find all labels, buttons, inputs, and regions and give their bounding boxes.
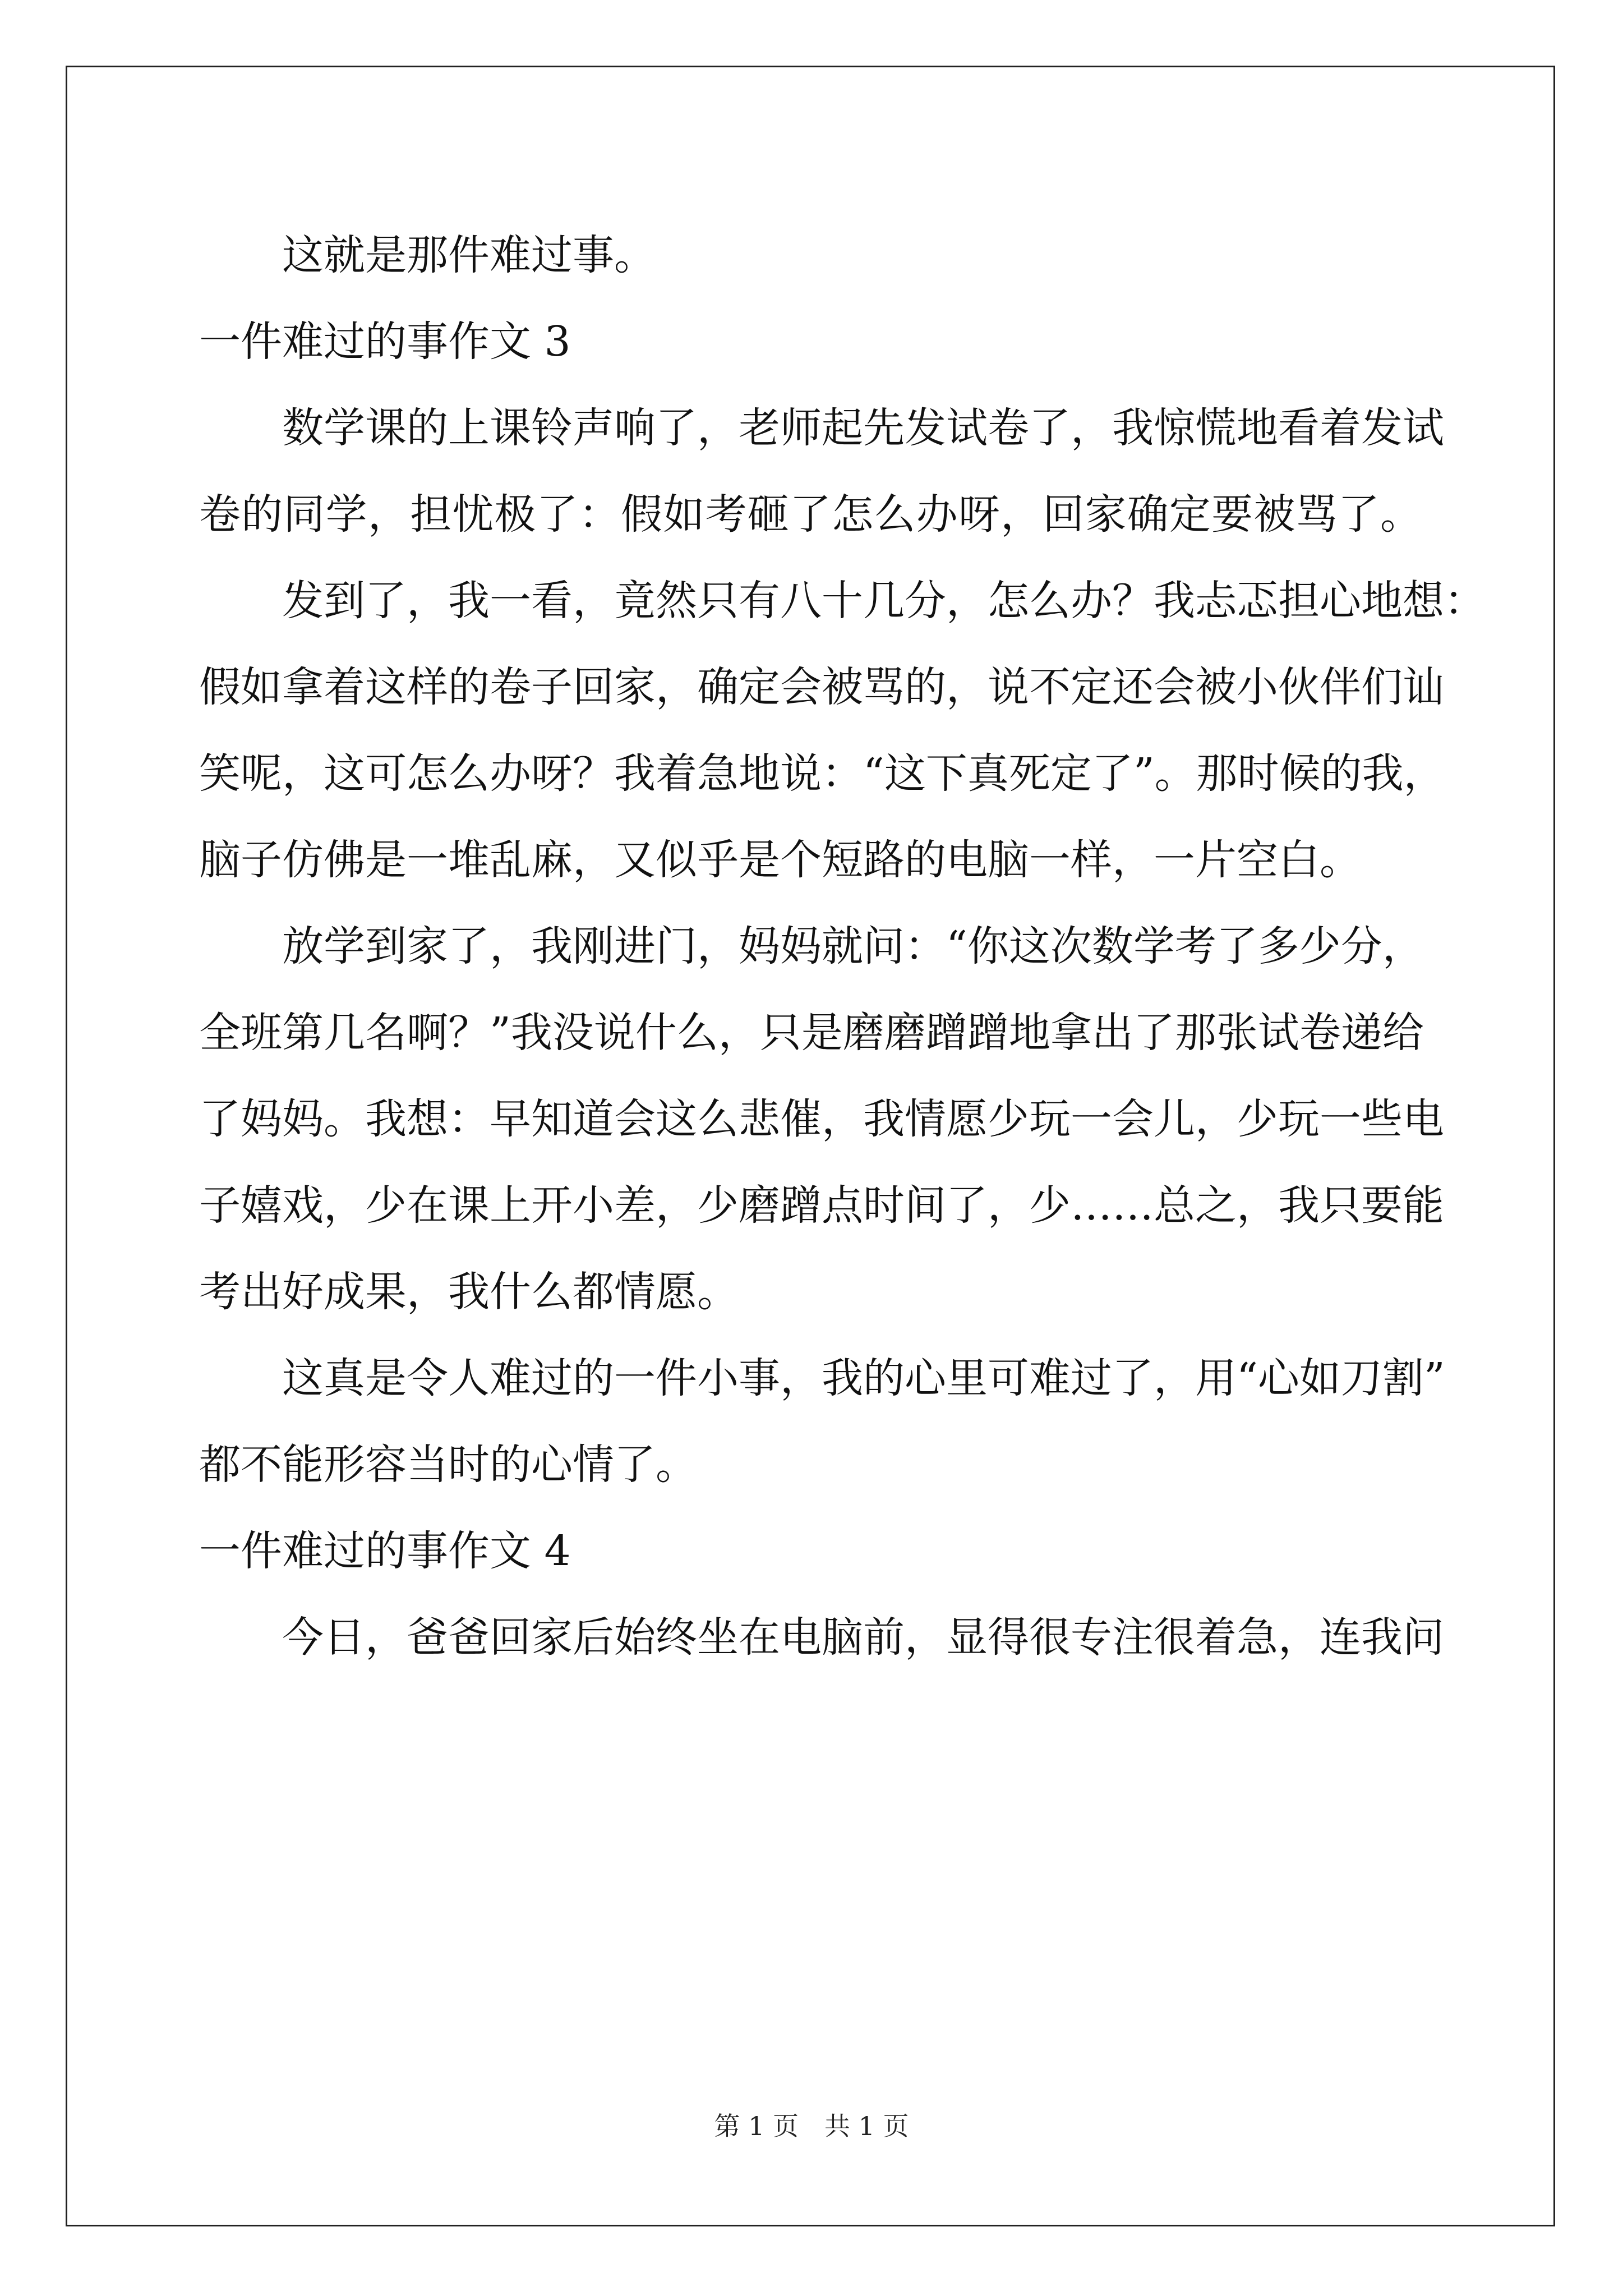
text-line: 发到了，我一看，竟然只有八十几分，怎么办？我忐忑担心地想： xyxy=(282,577,1486,625)
text-line: 全班第几名啊？”我没说什么，只是磨磨蹭蹭地拿出了那张试卷递给 xyxy=(199,1009,1424,1057)
text-line: 数学课的上课铃声响了，老师起先发试卷了，我惊慌地看着发试 xyxy=(282,404,1444,452)
text-line: 这真是令人难过的一件小事，我的心里可难过了，用“心如刀割” xyxy=(282,1354,1445,1402)
text-line: 考出好成果，我什么都情愿。 xyxy=(199,1268,739,1316)
text-line: 子嬉戏，少在课上开小差，少磨蹭点时间了，少……总之，我只要能 xyxy=(199,1181,1444,1230)
text-line: 卷的同学，担忧极了：假如考砸了怎么办呀，回家确定要被骂了。 xyxy=(199,490,1422,539)
section-heading: 一件难过的事作文 3 xyxy=(199,318,571,366)
text-line: 今日，爸爸回家后始终坐在电脑前，显得很专注很着急，连我问 xyxy=(282,1613,1444,1662)
page-footer xyxy=(0,2109,1623,2143)
document-body xyxy=(199,212,1486,1681)
section-heading: 一件难过的事作文 4 xyxy=(199,1527,571,1575)
text-line: 了妈妈。我想：早知道会这么悲催，我情愿少玩一会儿，少玩一些电 xyxy=(199,1095,1444,1143)
page-number: 第 1 页 xyxy=(714,2111,799,2141)
text-line: 脑子仿佛是一堆乱麻，又似乎是个短路的电脑一样，一片空白。 xyxy=(199,836,1361,884)
page-total: 共 1 页 xyxy=(824,2111,909,2141)
text-line: 假如拿着这样的卷子回家，确定会被骂的，说不定还会被小伙伴们讪 xyxy=(199,663,1444,711)
text-line: 这就是那件难过事。 xyxy=(282,231,656,279)
text-line: 笑呢，这可怎么办呀？我着急地说：“这下真死定了”。那时候的我， xyxy=(199,749,1445,798)
text-line: 都不能形容当时的心情了。 xyxy=(199,1441,697,1489)
text-line: 放学到家了，我刚进门，妈妈就问：“你这次数学考了多少分， xyxy=(282,922,1424,970)
